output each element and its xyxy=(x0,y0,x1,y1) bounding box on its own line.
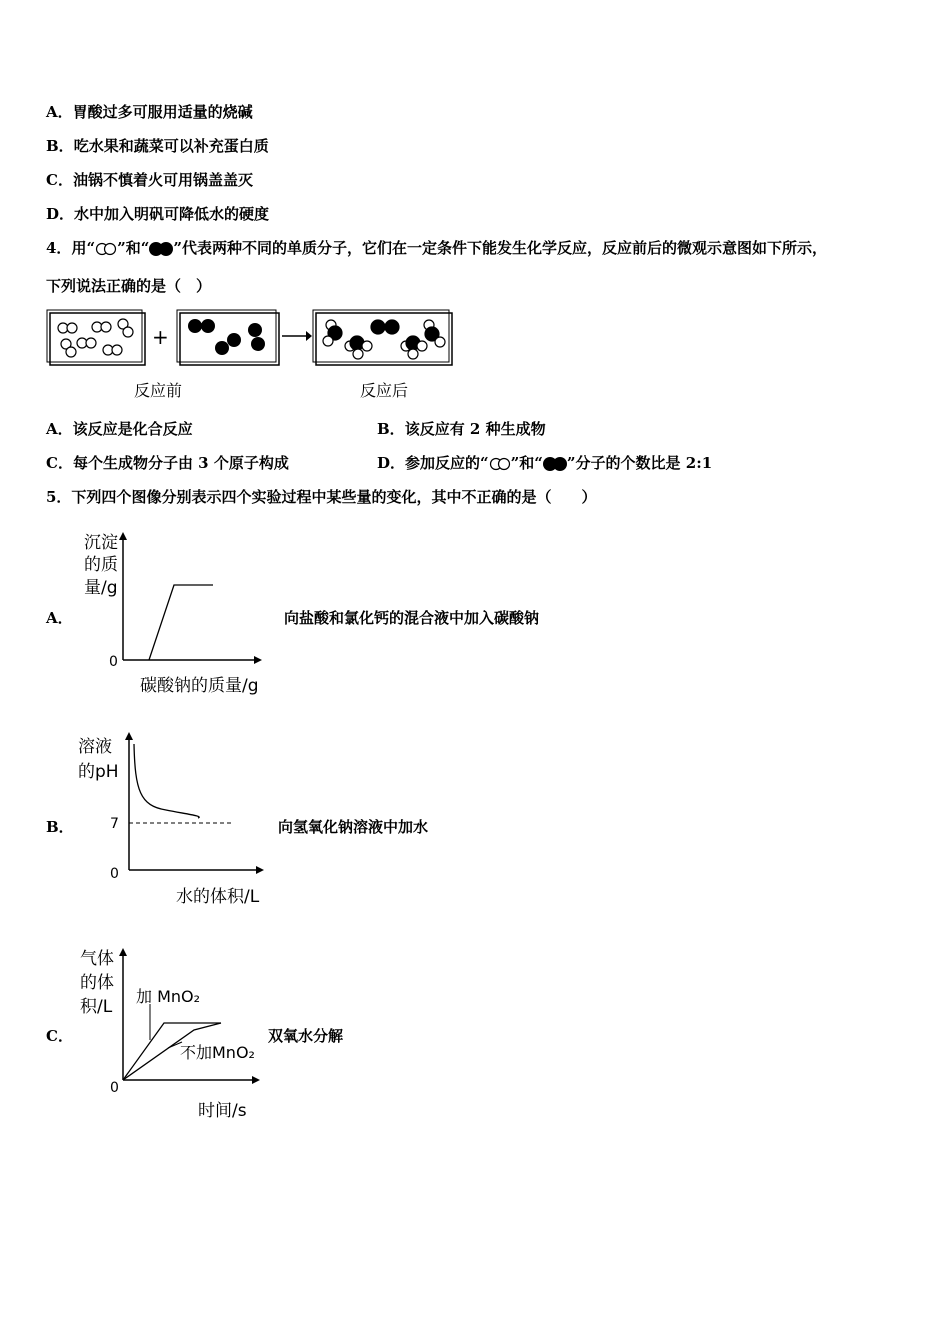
q5-graph-b-label: B． xyxy=(46,818,74,836)
graph-b-ylabel-1: 溶液 xyxy=(78,737,112,757)
graph-b-xlabel: 水的体积/L xyxy=(176,887,260,907)
graph-c-origin: 0 xyxy=(110,1080,119,1096)
q4-option-d: D．参加反应的“ ”和“ ”分子的个数比是 2:1 xyxy=(377,454,713,472)
graph-c-xlabel: 时间/s xyxy=(198,1101,247,1121)
q5-graph-c-label: C． xyxy=(46,1027,73,1045)
q4-option-a: A．该反应是化合反应 xyxy=(46,420,193,438)
q3-option-c: C．油锅不慎着火可用锅盖盖灭 xyxy=(46,171,253,189)
graph-b-ref-value: 7 xyxy=(110,816,119,832)
q4-stem-line2: 下列说法正确的是（ ） xyxy=(46,277,212,295)
graph-b xyxy=(76,730,286,910)
graph-b-curve xyxy=(134,744,199,818)
black-molecule-icon xyxy=(149,241,173,257)
q3-option-b: B．吃水果和蔬菜可以补充蛋白质 xyxy=(46,137,269,155)
q5-stem: 5．下列四个图像分别表示四个实验过程中某些量的变化，其中不正确的是（ ） xyxy=(46,488,597,506)
before-black-molecules xyxy=(188,319,265,355)
q4-option-b: B．该反应有 2 种生成物 xyxy=(377,420,546,438)
q3-option-d: D．水中加入明矾可降低水的硬度 xyxy=(46,205,270,223)
graph-c-ylabel-1: 气体 xyxy=(80,949,114,969)
q5-graph-a-desc: 向盐酸和氯化钙的混合液中加入碳酸钠 xyxy=(284,609,540,627)
graph-a-ylabel-3: 量/g xyxy=(84,578,118,598)
graph-c-ylabel-3: 积/L xyxy=(80,997,113,1017)
graph-c-curve1-label: 加 MnO₂ xyxy=(136,987,201,1006)
graph-a xyxy=(76,524,286,702)
q4-stem-line1: 4．用“ ”和“ ”代表两种不同的单质分子，它们在一定条件下能发生化学反应，反应前后的微观示意图如下所示， xyxy=(46,239,827,257)
q4-option-c: C．每个生成物分子由 3 个原子构成 xyxy=(46,454,289,472)
black-molecule-icon xyxy=(543,456,567,472)
white-molecule-icon xyxy=(95,242,117,256)
caption-before: 反应前 xyxy=(134,381,183,400)
graph-a-origin: 0 xyxy=(109,654,118,670)
after-molecules xyxy=(323,320,445,359)
graph-b-origin: 0 xyxy=(110,866,119,882)
graph-a-curve xyxy=(149,585,213,660)
q5-graph-b-desc: 向氢氧化钠溶液中加水 xyxy=(278,818,429,836)
graph-a-ylabel-1: 沉淀 xyxy=(84,533,118,553)
graph-a-ylabel-2: 的质 xyxy=(84,555,118,575)
graph-c-ylabel-2: 的体 xyxy=(80,973,114,993)
graph-a-xlabel: 碳酸钠的质量/g xyxy=(140,676,259,696)
reaction-diagram xyxy=(44,306,454,372)
before-white-molecules xyxy=(58,319,133,357)
q3-option-a: A．胃酸过多可服用适量的烧碱 xyxy=(46,103,253,121)
graph-c-curve2-label: 不加MnO₂ xyxy=(180,1043,255,1062)
graph-b-ylabel-2: 的pH xyxy=(78,762,119,782)
svg-text:+: + xyxy=(152,325,169,349)
white-molecule-icon xyxy=(489,457,511,471)
graph-c xyxy=(76,940,276,1125)
q5-graph-a-label: A． xyxy=(46,609,73,627)
q5-graph-c-desc: 双氧水分解 xyxy=(268,1027,344,1045)
caption-after: 反应后 xyxy=(360,381,409,400)
